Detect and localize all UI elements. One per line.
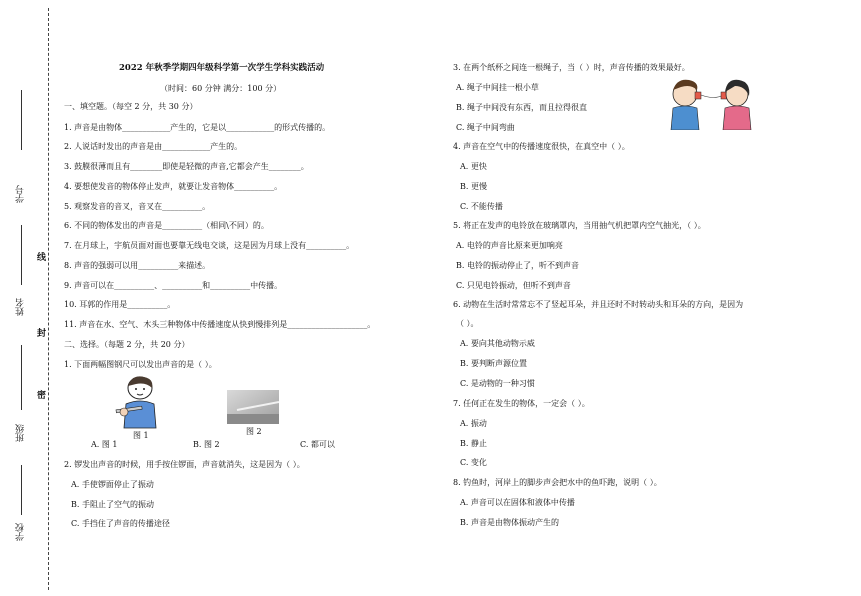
figure-2-caption: 图 2 bbox=[246, 427, 262, 436]
figure-1-child-ruler bbox=[112, 374, 162, 429]
option: A. 振动 bbox=[460, 419, 487, 428]
fill-item: 10. 耳郭的作用是__________。 bbox=[64, 300, 176, 309]
fill-item: 5. 观察发音的音叉，音叉在__________。 bbox=[64, 202, 211, 211]
section1-heading: 一、填空题。（每空 2 分，共 30 分） bbox=[64, 102, 198, 111]
option: A. 电铃的声音比原来更加响亮 bbox=[456, 241, 563, 250]
question-stem: 3. 在两个纸杯之间连一根绳子，当（ ）时，声音传播的效果最好。 bbox=[453, 63, 690, 72]
school-label: 学校 bbox=[16, 523, 26, 541]
fill-item: 3. 鼓膜很薄而且有________即使是轻微的声音,它都会产生________。 bbox=[64, 162, 309, 171]
option: A. 声音可以在固体和液体中传播 bbox=[460, 498, 575, 507]
option: B. 电铃的振动停止了，听不到声音 bbox=[456, 261, 579, 270]
option: B. 手阻止了空气的振动 bbox=[71, 500, 154, 509]
section2-heading: 二、选择。（每题 2 分，共 20 分） bbox=[64, 340, 190, 349]
option: C. 手挡住了声音的传播途径 bbox=[71, 519, 170, 528]
seal-mark-seal: 封 bbox=[37, 329, 47, 339]
question-stem-continued: （ ）。 bbox=[456, 319, 479, 328]
fill-item: 8. 声音的强弱可以用__________来描述。 bbox=[64, 261, 211, 270]
class-label: 班级 bbox=[16, 424, 26, 442]
student-id-label: 学号 bbox=[16, 185, 26, 203]
option: B. 声音是由物体振动产生的 bbox=[460, 518, 559, 527]
option: B. 更慢 bbox=[460, 182, 487, 191]
option: C. 只见电铃振动，但听不到声音 bbox=[456, 281, 571, 290]
option: C. 是动物的一种习惯 bbox=[460, 379, 535, 388]
question-stem: 6. 动物在生活时常常忘不了竖起耳朵，并且还时不时转动头和耳朵的方向，是因为 bbox=[453, 300, 744, 309]
name-label: 姓名 bbox=[16, 298, 26, 316]
option: A. 图 1 bbox=[91, 440, 118, 449]
class-rule bbox=[21, 345, 22, 410]
student-id-rule bbox=[21, 90, 22, 150]
figure-1-caption: 图 1 bbox=[133, 431, 149, 440]
school-rule bbox=[21, 465, 22, 515]
option: C. 不能传播 bbox=[460, 202, 503, 211]
name-rule bbox=[21, 225, 22, 285]
exam-subtitle: （时间：60 分钟 满分：100 分） bbox=[160, 84, 282, 93]
fill-item: 6. 不同的物体发出的声音是__________（相同\不同）的。 bbox=[64, 221, 269, 230]
seal-mark-line: 线 bbox=[37, 253, 47, 263]
option: A. 更快 bbox=[460, 162, 487, 171]
option: A. 绳子中间挂一根小草 bbox=[456, 83, 539, 92]
cup-telephone-illustration bbox=[665, 78, 755, 130]
exam-title: 2022 年秋季学期四年级科学第一次学生学科实践活动 bbox=[119, 63, 325, 73]
option: B. 图 2 bbox=[193, 440, 220, 449]
fill-item: 2. 人说话时发出的声音是由____________产生的。 bbox=[64, 142, 243, 151]
fill-item: 7. 在月球上，宇航员面对面也要靠无线电交谈，这是因为月球上没有__________。 bbox=[64, 241, 355, 250]
question-stem: 5. 将正在发声的电铃放在玻璃罩内，当用抽气机把罩内空气抽光，（ ）。 bbox=[453, 221, 706, 230]
fill-item: 11. 声音在水、空气、木头三种物体中传播速度从快到慢排列是____________________。 bbox=[64, 320, 376, 329]
question-stem: 7. 任何正在发生的物体，一定会（ ）。 bbox=[453, 399, 590, 408]
question-stem: 8. 钓鱼时，河岸上的脚步声会把水中的鱼吓跑，说明（ ）。 bbox=[453, 478, 662, 487]
option: B. 静止 bbox=[460, 439, 487, 448]
option: A. 手使锣面停止了振动 bbox=[71, 480, 154, 489]
question-stem: 1. 下面两幅图钢尺可以发出声音的是（ ）。 bbox=[64, 360, 217, 369]
option: B. 要判断声源位置 bbox=[460, 359, 527, 368]
figure-2-ruler-table bbox=[227, 390, 279, 424]
cut-line bbox=[48, 8, 49, 590]
question-stem: 4. 声音在空气中的传播速度很快，在真空中（ ）。 bbox=[453, 142, 630, 151]
option: B. 绳子中间没有东西，而且拉得很直 bbox=[456, 103, 587, 112]
option: A. 要向其他动物示威 bbox=[460, 339, 535, 348]
fill-item: 4. 要想使发音的物体停止发声，就要让发音物体__________。 bbox=[64, 182, 283, 191]
question-stem: 2. 锣发出声音的时候，用手按住锣面，声音就消失，这是因为（ ）。 bbox=[64, 460, 305, 469]
option: C. 都可以 bbox=[300, 440, 335, 449]
seal-mark-secret: 密 bbox=[37, 391, 47, 401]
fill-item: 9. 声音可以在__________、__________和__________中传播。 bbox=[64, 281, 283, 290]
option: C. 绳子中间弯曲 bbox=[456, 123, 515, 132]
fill-item: 1. 声音是由物体____________产生的，它是以____________的形式传播的。 bbox=[64, 123, 331, 132]
option: C. 变化 bbox=[460, 458, 487, 467]
